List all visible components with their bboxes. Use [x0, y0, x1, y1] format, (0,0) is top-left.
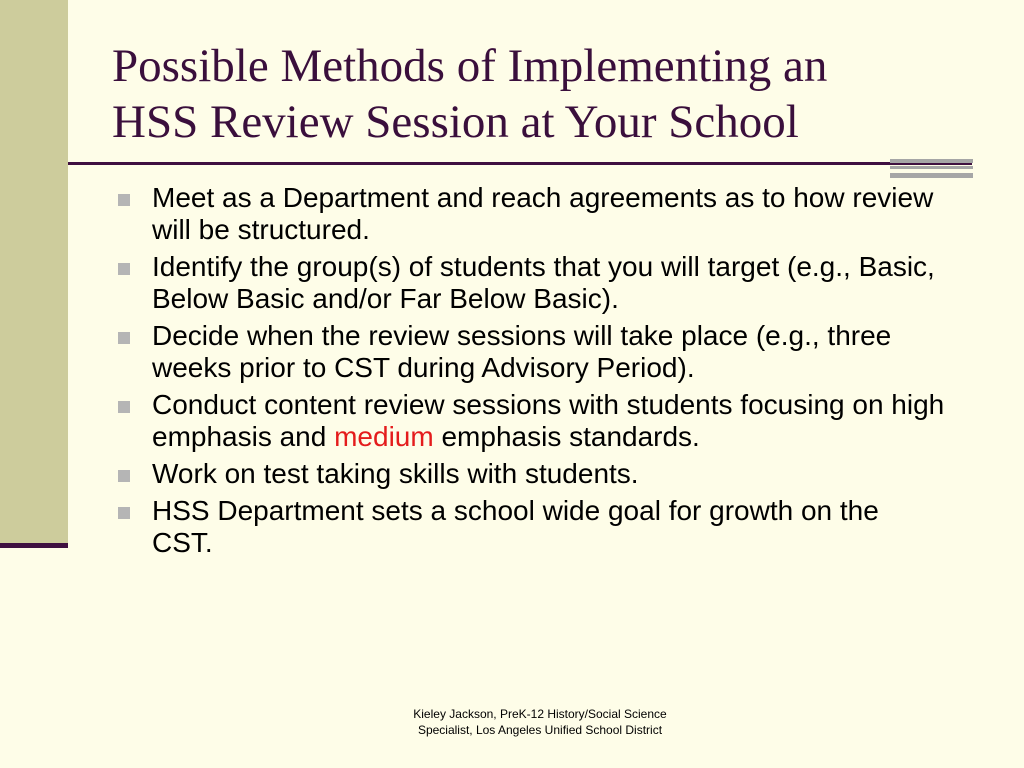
slide-footer	[370, 706, 710, 738]
bullet-text: HSS Department sets a school wide goal for growth on the CST.	[152, 495, 879, 558]
bullet-text: Work on test taking skills with students.	[152, 458, 639, 489]
bullet-text-part: Conduct content review sessions with students focusing on high emphasis and	[152, 389, 945, 452]
title-accent-stripe	[890, 159, 973, 163]
bullet-item	[116, 389, 946, 453]
bullet-text: Decide when the review sessions will take place (e.g., three weeks prior to CST during Advisory Period).	[152, 320, 892, 383]
title-divider	[68, 162, 972, 165]
left-decorative-bar	[0, 0, 68, 543]
square-bullet-icon	[118, 263, 130, 275]
highlighted-word: medium	[334, 421, 434, 452]
title-accent-stripe	[890, 166, 973, 169]
square-bullet-icon	[118, 470, 130, 482]
slide-title-line-2: HSS Review Session at Your School	[112, 96, 799, 148]
square-bullet-icon	[118, 401, 130, 413]
title-accent-stripe	[890, 173, 973, 178]
square-bullet-icon	[118, 507, 130, 519]
bullet-item	[116, 495, 946, 559]
bullet-item	[116, 251, 946, 315]
footer-line-1: Kieley Jackson, PreK-12 History/Social Science	[413, 707, 667, 721]
bullet-text: Meet as a Department and reach agreements as to how review will be structured.	[152, 182, 934, 245]
bullet-text: Identify the group(s) of students that you will target (e.g., Basic, Below Basic and/or Far Below Basic).	[152, 251, 935, 314]
bullet-item	[116, 458, 946, 490]
left-bar-underline	[0, 543, 68, 548]
slide-title	[112, 38, 992, 150]
bullet-text-part: emphasis standards.	[433, 421, 700, 452]
square-bullet-icon	[118, 194, 130, 206]
bullet-item	[116, 182, 946, 246]
bullet-text	[152, 389, 944, 452]
square-bullet-icon	[118, 332, 130, 344]
bullet-list	[116, 182, 946, 564]
footer-line-2: Specialist, Los Angeles Unified School District	[417, 723, 663, 737]
slide-title-line-1: Possible Methods of Implementing an	[112, 40, 828, 92]
bullet-item	[116, 320, 946, 384]
